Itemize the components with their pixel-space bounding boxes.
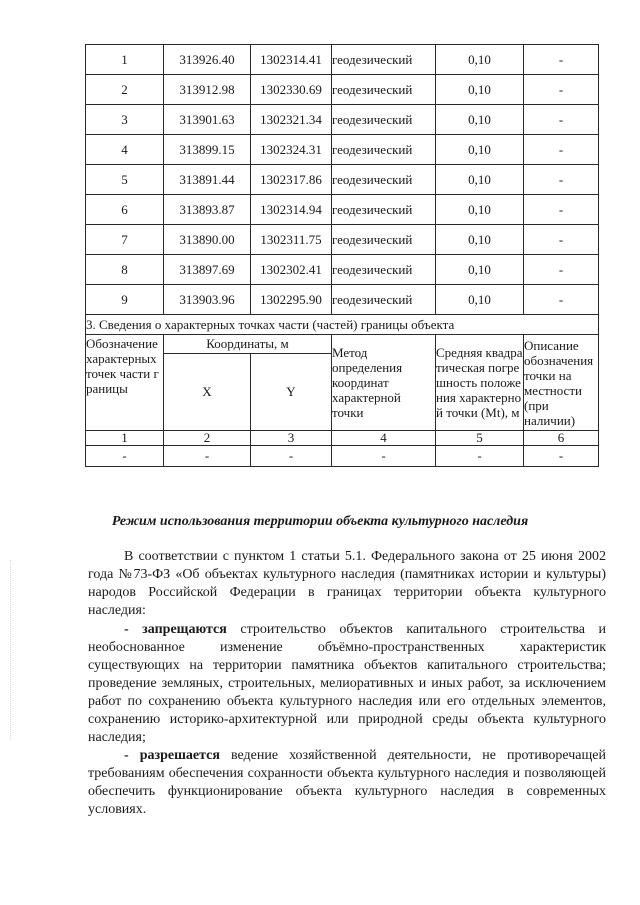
column-number-3: 3 [251,431,332,446]
point-number: 2 [86,75,164,105]
point-x: 313912.98 [164,75,251,105]
point-accuracy: 0,10 [436,75,524,105]
point-description: - [524,285,599,315]
intro-paragraph [88,548,606,620]
table-row [86,285,599,315]
prohibited-text: строительство объектов капитального строительства и необоснованное изменение объёмно-пространственных характеристик существующих на территории памятника объектов капитального строительства; проведение земляных, строительных, мелиоративных и иных работ, за исключением работ по сохранению объекта культурного наследия или его отдельных элементов, сохранению историко-архитектурной или природной среды объекта культурного наследия; [88,622,606,745]
allowed-text: ведение хозяйственной деятельности, не противоречащей требованиям обеспечения сохранности объекта культурного наследия и позволяющей обеспечить функционирование объекта культурного наследия в современных условиях. [88,748,606,817]
point-number: 3 [86,105,164,135]
header-accuracy-text: Средняя квадратическая погрешность положения характерной точки (Mt), м [436,345,523,420]
point-x: 313890.00 [164,225,251,255]
point-method: геодезический [332,285,436,315]
header-x: X [164,354,251,431]
point-x: 313899.15 [164,135,251,165]
header-description-text: Описание обозначения точки на местности (при наличии) [524,337,594,428]
column-number-2: 2 [164,431,251,446]
point-rows [86,45,599,315]
empty-cell-description: - [524,446,599,467]
point-x: 313897.69 [164,255,251,285]
table-row [86,75,599,105]
empty-cell-x: - [164,446,251,467]
column-number-1: 1 [86,431,164,446]
table-row [86,45,599,75]
point-accuracy: 0,10 [436,225,524,255]
point-accuracy: 0,10 [436,195,524,225]
point-method: геодезический [332,165,436,195]
point-x: 313926.40 [164,45,251,75]
point-y: 1302317.86 [251,165,332,195]
header-designation [86,335,164,431]
allowed-dash: - [124,748,140,763]
point-method: геодезический [332,255,436,285]
point-method: геодезический [332,195,436,225]
point-description: - [524,225,599,255]
point-description: - [524,135,599,165]
point-description: - [524,195,599,225]
point-description: - [524,45,599,75]
point-method: геодезический [332,135,436,165]
point-number: 8 [86,255,164,285]
point-accuracy: 0,10 [436,165,524,195]
allowed-item [88,747,606,819]
point-accuracy: 0,10 [436,45,524,75]
point-number: 4 [86,135,164,165]
point-y: 1302295.90 [251,285,332,315]
point-x: 313891.44 [164,165,251,195]
table-row [86,255,599,285]
table-row [86,135,599,165]
point-description: - [524,75,599,105]
coordinates-table [85,44,599,467]
point-number: 1 [86,45,164,75]
point-number: 7 [86,225,164,255]
point-method: геодезический [332,75,436,105]
point-method: геодезический [332,105,436,135]
point-accuracy: 0,10 [436,255,524,285]
section-3-title: 3. Сведения о характерных точках части (частей) границы объекта [86,315,599,335]
header-description [524,335,599,431]
point-x: 313903.96 [164,285,251,315]
prohibited-term: запрещаются [142,622,227,637]
prohibited-paragraph [88,621,606,747]
point-method: геодезический [332,225,436,255]
table-row [86,105,599,135]
section-heading: Режим использования территории объекта культурного наследия [111,514,529,529]
point-method: геодезический [332,45,436,75]
point-x: 313893.87 [164,195,251,225]
point-number: 5 [86,165,164,195]
column-number-4: 4 [332,431,436,446]
allowed-paragraph [88,747,606,819]
empty-cell-accuracy: - [436,446,524,467]
prohibited-dash: - [124,622,143,637]
point-y: 1302314.41 [251,45,332,75]
point-accuracy: 0,10 [436,105,524,135]
header-accuracy [436,335,524,431]
empty-cell-designation: - [86,446,164,467]
table-row [86,165,599,195]
point-y: 1302314.94 [251,195,332,225]
point-accuracy: 0,10 [436,135,524,165]
point-description: - [524,105,599,135]
point-y: 1302324.31 [251,135,332,165]
prohibited-item [88,621,606,747]
allowed-term: разрешается [139,748,220,763]
point-number: 9 [86,285,164,315]
point-description: - [524,255,599,285]
empty-cell-y: - [251,446,332,467]
point-x: 313901.63 [164,105,251,135]
column-number-6: 6 [524,431,599,446]
column-number-5: 5 [436,431,524,446]
point-y: 1302302.41 [251,255,332,285]
empty-cell-method: - [332,446,436,467]
header-coordinates: Координаты, м [164,335,332,354]
table-row [86,195,599,225]
table-row [86,225,599,255]
header-method [332,335,436,431]
header-method-text: Метод определения координат характерной точки [332,345,403,420]
header-y: Y [251,354,332,431]
point-y: 1302330.69 [251,75,332,105]
header-designation-text: Обозначение характерных точек части границы [86,335,159,396]
point-description: - [524,165,599,195]
scan-margin-marks [10,560,13,740]
point-number: 6 [86,195,164,225]
intro-text: В соответствии с пунктом 1 статьи 5.1. Федерального закона от 25 июня 2002 года №73-ФЗ «Об объектах культурного наследия (памятниках истории и культуры) народов Российской Федерации в границах территории объекта культурного наследия: [88,549,606,618]
point-y: 1302321.34 [251,105,332,135]
point-accuracy: 0,10 [436,285,524,315]
point-y: 1302311.75 [251,225,332,255]
